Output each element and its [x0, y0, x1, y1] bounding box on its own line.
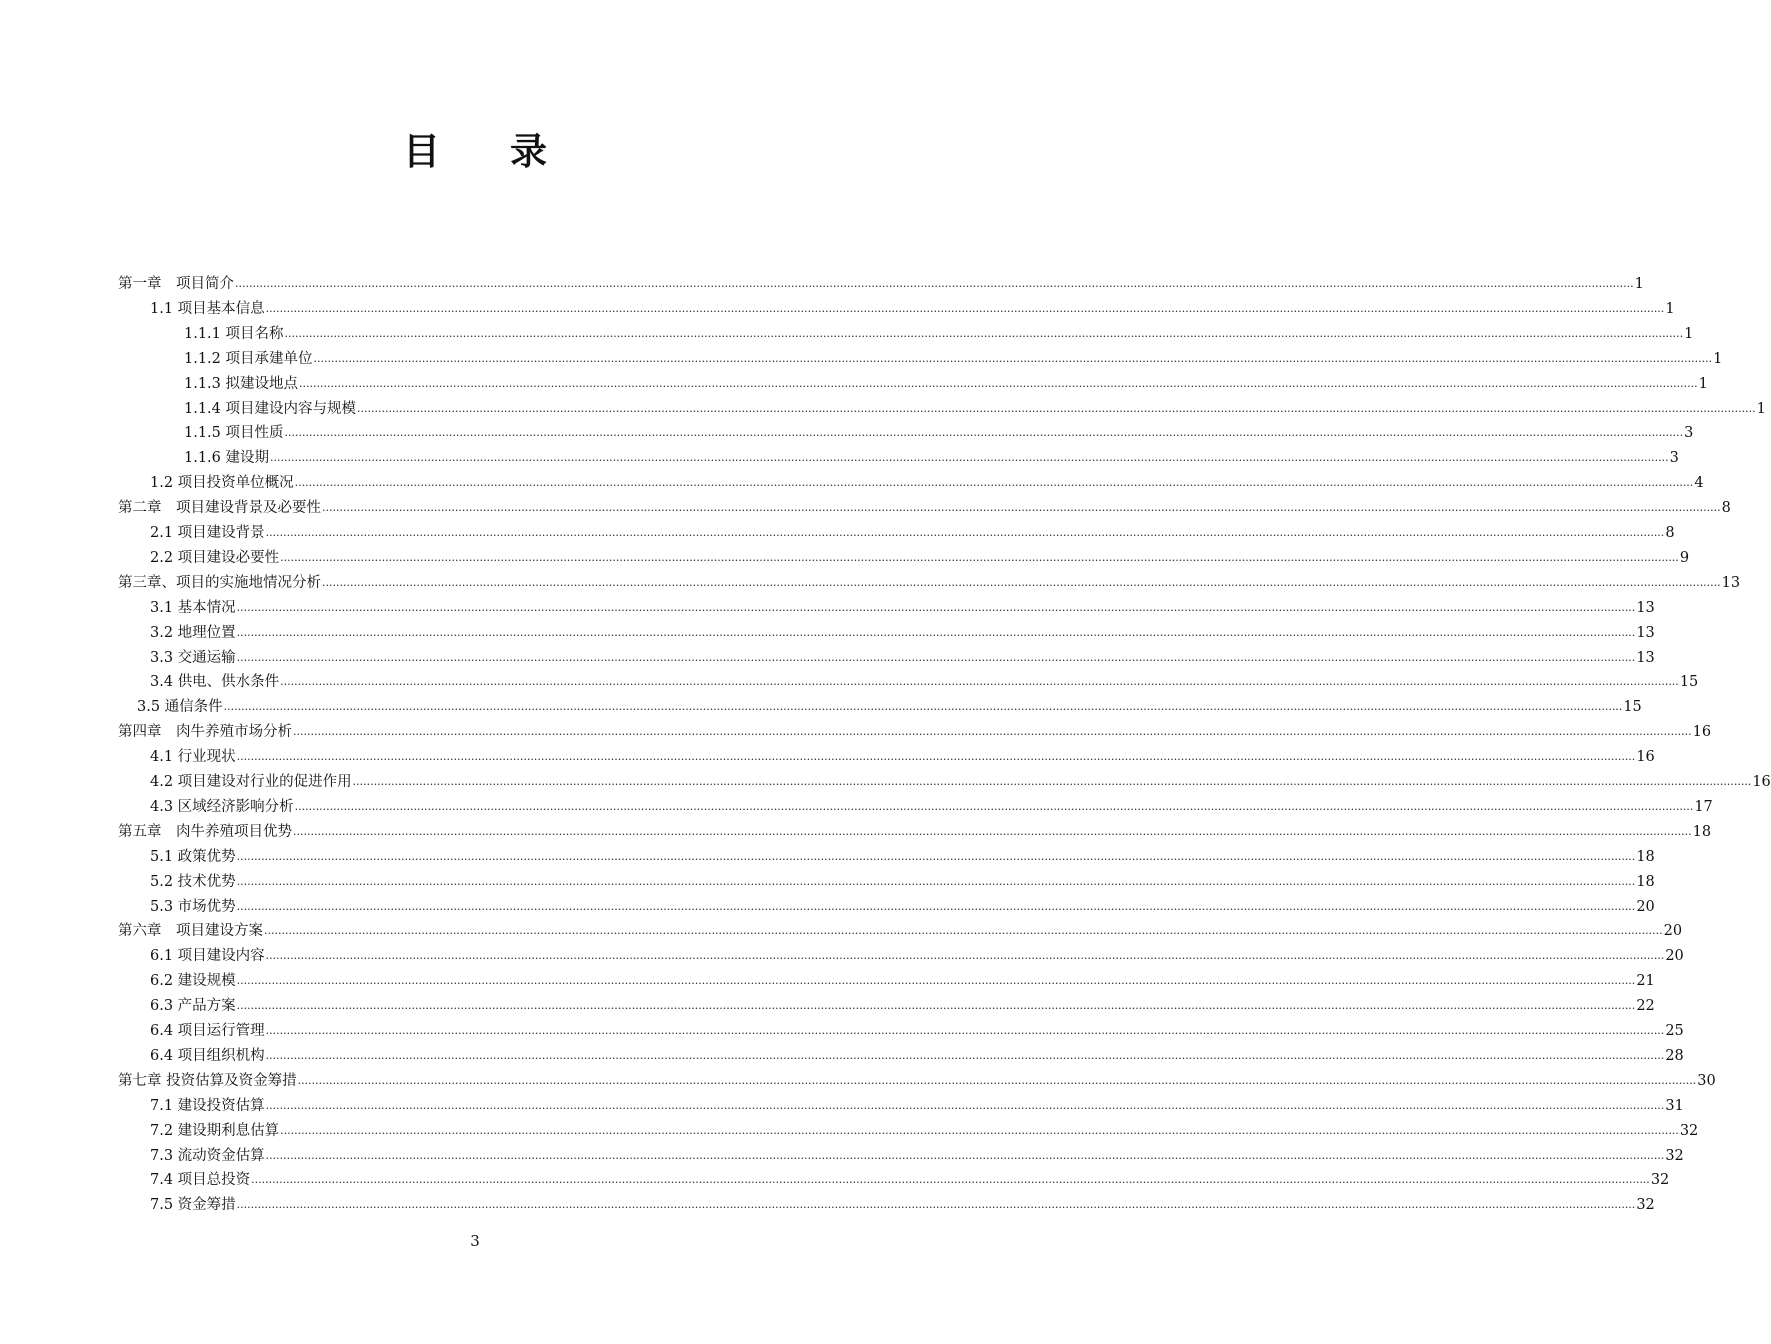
toc-entry-label: 3.3 交通运输	[150, 649, 236, 666]
toc-dot-leader: ................................................................................................................................................................................................................................................................................................................................................................................................................	[352, 775, 1752, 788]
toc-dot-leader: ................................................................................................................................................................................................................................................................................................................................................................................................................	[293, 824, 1692, 838]
toc-entry-label: 1.1.5 项目性质	[184, 425, 284, 442]
toc-entry-page: 20	[1665, 948, 1684, 965]
toc-dot-leader: ................................................................................................................................................................................................................................................................................................................................................................................................................	[265, 1024, 1665, 1037]
toc-entry[interactable]	[150, 1164, 1670, 1189]
toc-entry-label: 7.5 资金筹措	[150, 1197, 236, 1214]
toc-dot-leader: ................................................................................................................................................................................................................................................................................................................................................................................................................	[280, 675, 1679, 689]
toc-entry[interactable]	[118, 915, 1683, 940]
toc-dot-leader: ................................................................................................................................................................................................................................................................................................................................................................................................................	[236, 600, 1636, 614]
toc-dot-leader: ................................................................................................................................................................................................................................................................................................................................................................................................................	[297, 1073, 1697, 1087]
toc-entry[interactable]	[184, 318, 1694, 343]
toc-entry-label: 3.5 通信条件	[137, 699, 223, 716]
toc-entry-label: 7.1 建设投资估算	[150, 1097, 265, 1114]
toc-entry-page: 9	[1679, 549, 1690, 566]
toc-entry-label: 3.1 基本情况	[150, 599, 236, 616]
toc-dot-leader: ................................................................................................................................................................................................................................................................................................................................................................................................................	[236, 874, 1636, 888]
toc-entry-page: 25	[1665, 1023, 1684, 1039]
toc-entry-label: 1.1.6 建设期	[184, 450, 270, 467]
toc-entry-page: 30	[1697, 1072, 1716, 1089]
toc-entry-page: 1	[1684, 325, 1694, 342]
toc-entry[interactable]	[184, 368, 1708, 393]
toc-dot-leader: ................................................................................................................................................................................................................................................................................................................................................................................................................	[265, 526, 1665, 539]
toc-entry-page: 15	[1623, 699, 1642, 716]
toc-entry-page: 13	[1636, 649, 1655, 666]
toc-entry-label: 1.1.1 项目名称	[184, 325, 284, 342]
toc-entry-label: 7.3 流动资金估算	[150, 1147, 265, 1164]
toc-entry-page: 1	[1698, 375, 1708, 392]
toc-entry[interactable]	[118, 492, 1731, 517]
toc-entry[interactable]	[150, 866, 1655, 891]
toc-entry[interactable]	[150, 1115, 1699, 1140]
toc-entry-page: 31	[1665, 1097, 1684, 1114]
toc-entry-page: 32	[1650, 1172, 1670, 1189]
toc-entry-page: 32	[1665, 1147, 1684, 1164]
toc-dot-leader: ................................................................................................................................................................................................................................................................................................................................................................................................................	[299, 376, 1698, 390]
toc-entry-label: 第七章 投资估算及资金筹措	[118, 1072, 297, 1089]
toc-entry-page: 1	[1665, 300, 1675, 317]
toc-dot-leader: ................................................................................................................................................................................................................................................................................................................................................................................................................	[322, 501, 1721, 515]
toc-entry-label: 1.1.2 项目承建单位	[184, 350, 313, 367]
toc-dot-leader: ................................................................................................................................................................................................................................................................................................................................................................................................................	[280, 550, 1679, 564]
toc-entry[interactable]	[150, 940, 1684, 965]
toc-entry-page: 16	[1752, 774, 1771, 790]
toc-dot-leader: ................................................................................................................................................................................................................................................................................................................................................................................................................	[313, 351, 1713, 365]
toc-dot-leader: ................................................................................................................................................................................................................................................................................................................................................................................................................	[223, 700, 1623, 714]
toc-entry-label: 6.4 项目运行管理	[150, 1023, 265, 1039]
toc-entry[interactable]	[150, 990, 1655, 1015]
toc-entry-page: 3	[1684, 425, 1694, 442]
toc-entry[interactable]	[118, 268, 1644, 293]
toc-entry-label: 第四章 肉牛养殖市场分析	[118, 724, 292, 741]
toc-dot-leader: ................................................................................................................................................................................................................................................................................................................................................................................................................	[265, 1148, 1665, 1162]
toc-dot-leader: ................................................................................................................................................................................................................................................................................................................................................................................................................	[264, 924, 1663, 938]
toc-entry[interactable]	[150, 841, 1655, 866]
toc-entry[interactable]	[118, 816, 1712, 841]
toc-entry[interactable]	[150, 965, 1655, 990]
toc-dot-leader: ................................................................................................................................................................................................................................................................................................................................................................................................................	[251, 1173, 1650, 1187]
toc-entry-label: 1.1.3 拟建设地点	[184, 375, 299, 392]
toc-entry-label: 第二章 项目建设背景及必要性	[118, 500, 321, 517]
toc-entry-label: 4.2 项目建设对行业的促进作用	[150, 774, 352, 790]
toc-entry-page: 32	[1679, 1122, 1699, 1139]
toc-entry-page: 22	[1636, 998, 1655, 1015]
toc-entry[interactable]	[150, 891, 1655, 916]
toc-entry-label: 1.2 项目投资单位概况	[150, 475, 294, 492]
toc-entry-page: 15	[1679, 674, 1699, 691]
toc-entry-label: 6.2 建设规模	[150, 973, 236, 990]
toc-entry[interactable]	[184, 417, 1694, 442]
toc-entry-label: 5.3 市场优势	[150, 898, 236, 915]
toc-entry[interactable]	[150, 666, 1699, 691]
toc-dot-leader: ................................................................................................................................................................................................................................................................................................................................................................................................................	[236, 750, 1636, 764]
toc-entry-label: 3.4 供电、供水条件	[150, 674, 280, 691]
page-number: 3	[470, 1232, 480, 1250]
toc-entry-page: 18	[1636, 873, 1655, 890]
toc-entry-page: 1	[1756, 400, 1766, 417]
toc-entry-page: 8	[1665, 525, 1675, 541]
toc-entry-label: 4.3 区域经济影响分析	[150, 798, 294, 815]
toc-entry[interactable]	[150, 467, 1704, 492]
toc-entry-page: 13	[1721, 574, 1741, 591]
toc-entry-label: 5.1 政策优势	[150, 848, 236, 865]
toc-entry[interactable]	[150, 1040, 1684, 1065]
toc-entry-label: 第三章、项目的实施地情况分析	[118, 574, 321, 591]
toc-entry[interactable]	[137, 691, 1642, 716]
toc-dot-leader: ................................................................................................................................................................................................................................................................................................................................................................................................................	[265, 1098, 1665, 1112]
toc-dot-leader: ................................................................................................................................................................................................................................................................................................................................................................................................................	[236, 999, 1636, 1013]
toc-entry-page: 18	[1692, 823, 1712, 840]
toc-entry-label: 第一章 项目简介	[118, 276, 234, 292]
toc-entry[interactable]	[150, 766, 1771, 791]
toc-entry[interactable]	[118, 1065, 1716, 1090]
toc-entry-label: 6.3 产品方案	[150, 998, 236, 1015]
toc-dot-leader: ................................................................................................................................................................................................................................................................................................................................................................................................................	[270, 451, 1669, 465]
toc-entry[interactable]	[150, 741, 1655, 766]
toc-entry-label: 第六章 项目建设方案	[118, 923, 263, 940]
toc-entry-page: 3	[1669, 450, 1679, 467]
toc-dot-leader: ................................................................................................................................................................................................................................................................................................................................................................................................................	[293, 725, 1692, 739]
toc-entry-label: 2.2 项目建设必要性	[150, 549, 280, 566]
toc-entry-label: 1.1.4 项目建设内容与规模	[184, 400, 357, 417]
toc-dot-leader: ................................................................................................................................................................................................................................................................................................................................................................................................................	[322, 575, 1721, 589]
toc-entry-page: 20	[1636, 898, 1655, 915]
toc-entry-page: 1	[1713, 350, 1723, 367]
toc-entry-page: 21	[1636, 973, 1655, 990]
toc-entry-page: 17	[1694, 798, 1713, 815]
toc-entry-label: 2.1 项目建设背景	[150, 525, 265, 541]
toc-entry-label: 6.4 项目组织机构	[150, 1047, 265, 1064]
toc-entry-label: 7.2 建设期利息估算	[150, 1122, 280, 1139]
toc-dot-leader: ................................................................................................................................................................................................................................................................................................................................................................................................................	[265, 1048, 1665, 1062]
toc-entry[interactable]	[150, 592, 1655, 617]
toc-dot-leader: ................................................................................................................................................................................................................................................................................................................................................................................................................	[284, 326, 1684, 340]
toc-entry[interactable]	[150, 642, 1655, 667]
toc-dot-leader: ................................................................................................................................................................................................................................................................................................................................................................................................................	[357, 401, 1756, 415]
toc-entry-label: 3.2 地理位置	[150, 624, 236, 641]
toc-entry-page: 28	[1665, 1047, 1684, 1064]
toc-entry[interactable]	[118, 716, 1712, 741]
toc-entry-page: 4	[1694, 475, 1704, 492]
toc-entry[interactable]	[150, 542, 1690, 567]
toc-entry[interactable]	[150, 1015, 1684, 1040]
toc-entry-label: 7.4 项目总投资	[150, 1172, 251, 1189]
toc-dot-leader: ................................................................................................................................................................................................................................................................................................................................................................................................................	[236, 974, 1636, 988]
toc-entry-page: 13	[1636, 599, 1655, 616]
toc-dot-leader: ................................................................................................................................................................................................................................................................................................................................................................................................................	[265, 301, 1665, 315]
toc-entry[interactable]	[184, 442, 1679, 467]
toc-entry[interactable]	[150, 1090, 1684, 1115]
toc-entry-label: 4.1 行业现状	[150, 749, 236, 766]
toc-entry-page: 16	[1692, 724, 1712, 741]
toc-entry-page: 18	[1636, 848, 1655, 865]
toc-dot-leader: ................................................................................................................................................................................................................................................................................................................................................................................................................	[284, 426, 1684, 440]
toc-entry-page: 1	[1634, 276, 1644, 292]
toc-dot-leader: ................................................................................................................................................................................................................................................................................................................................................................................................................	[236, 1198, 1636, 1212]
page-title: 目录	[403, 130, 617, 173]
toc-entry[interactable]	[150, 617, 1655, 642]
toc-entry[interactable]	[150, 1189, 1655, 1214]
toc-dot-leader: ................................................................................................................................................................................................................................................................................................................................................................................................................	[294, 476, 1694, 490]
toc-dot-leader: ................................................................................................................................................................................................................................................................................................................................................................................................................	[236, 849, 1636, 863]
toc-entry[interactable]	[118, 567, 1741, 592]
toc-dot-leader: ................................................................................................................................................................................................................................................................................................................................................................................................................	[236, 625, 1636, 639]
toc-entry-label: 5.2 技术优势	[150, 873, 236, 890]
toc-dot-leader: ................................................................................................................................................................................................................................................................................................................................................................................................................	[265, 949, 1665, 963]
toc-entry-label: 1.1 项目基本信息	[150, 300, 265, 317]
toc-entry[interactable]	[184, 393, 1766, 418]
toc-entry[interactable]	[150, 517, 1675, 542]
toc-dot-leader: ................................................................................................................................................................................................................................................................................................................................................................................................................	[236, 650, 1636, 664]
toc-entry-page: 32	[1636, 1197, 1655, 1214]
toc-entry-page: 13	[1636, 624, 1655, 641]
toc-entry[interactable]	[150, 791, 1713, 816]
toc-entry[interactable]	[150, 293, 1675, 318]
toc-entry[interactable]	[150, 1140, 1684, 1165]
toc-dot-leader: ................................................................................................................................................................................................................................................................................................................................................................................................................	[236, 899, 1636, 913]
toc-entry-page: 16	[1636, 749, 1655, 766]
toc-entry-label: 6.1 项目建设内容	[150, 948, 265, 965]
toc-entry-label: 第五章 肉牛养殖项目优势	[118, 823, 292, 840]
toc-dot-leader: ................................................................................................................................................................................................................................................................................................................................................................................................................	[294, 799, 1694, 813]
toc-dot-leader: ................................................................................................................................................................................................................................................................................................................................................................................................................	[280, 1123, 1679, 1137]
toc-entry-page: 8	[1721, 500, 1731, 517]
toc-dot-leader: ................................................................................................................................................................................................................................................................................................................................................................................................................	[235, 277, 1634, 290]
toc-entry-page: 20	[1663, 923, 1683, 940]
toc-entry[interactable]	[184, 343, 1723, 368]
